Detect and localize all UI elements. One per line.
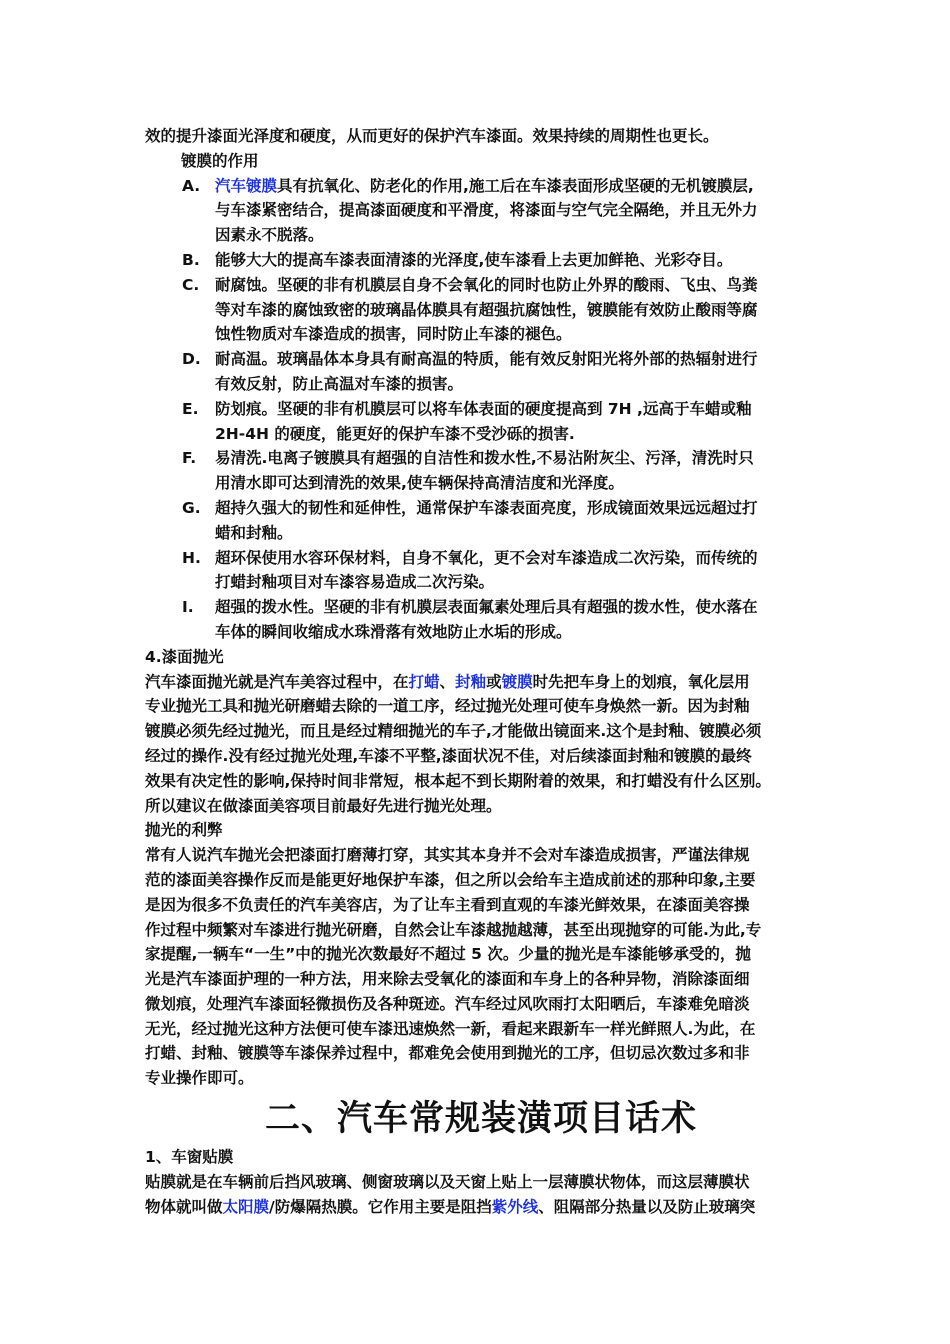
coating-item-line: 等对车漆的腐蚀致密的玻璃晶体膜具有超强抗腐蚀性，镀膜能有效防止酸雨等腐: [215, 300, 758, 319]
coating-item: [145, 273, 817, 347]
polish-line-1: 汽车漆面抛光就是汽车美容过程中，在打蜡、封釉或镀膜时先把车身上的划痕，氧化层用: [145, 672, 750, 691]
coating-item-label: G.: [182, 498, 201, 517]
coating-item-line: 2H-4H 的硬度，能更好的保护车漆不受沙砾的损害.: [215, 424, 575, 443]
coating-item: [145, 174, 817, 248]
coating-list: [145, 174, 817, 645]
coating-item-line: 蜡和封釉。: [215, 523, 293, 542]
coating-item-line: 防划痕。坚硬的非有机膜层可以将车体表面的硬度提高到 7H ,远高于车蜡或釉: [215, 399, 752, 418]
pros-cons-line: 常有人说汽车抛光会把漆面打磨薄打穿，其实其本身并不会对车漆造成损害，严谨法律规: [145, 846, 750, 865]
car-coating-link[interactable]: 汽车镀膜: [215, 176, 278, 195]
coating-item-line: 蚀性物质对车漆造成的损害，同时防止车漆的褪色。: [215, 325, 572, 344]
pros-cons-line: 光是汽车漆面护理的一种方法，用来除去受氧化的漆面和车身上的各种异物，消除漆面细: [145, 970, 750, 989]
polish-heading: 4.漆面抛光: [145, 647, 224, 666]
pros-cons-line: 专业操作即可。: [145, 1069, 254, 1088]
coating-item: [145, 595, 817, 645]
wax-link[interactable]: 打蜡: [408, 672, 440, 691]
coating-item-line: 耐高温。玻璃晶体本身具有耐高温的特质，能有效反射阳光将外部的热辐射进行: [215, 350, 758, 369]
film-heading: 1、车窗贴膜: [145, 1148, 234, 1167]
coating-item-line: 打蜡封釉项目对车漆容易造成二次污染。: [215, 573, 495, 592]
coating-item-label: H.: [182, 548, 201, 567]
pros-cons-line: 家提醒,一辆车“一生”中的抛光次数最好不超过 5 次。少量的抛光是车漆能够承受的，抛: [145, 945, 751, 964]
coating-item-line: 有效反射，防止高温对车漆的损害。: [215, 374, 464, 393]
film-line-2: 物体就叫做太阳膜/防爆隔热膜。它作用主要是阻挡紫外线、阻隔部分热量以及防止玻璃突: [145, 1197, 756, 1216]
film-line-1: 贴膜就是在车辆前后挡风玻璃、侧窗玻璃以及天窗上贴上一层薄膜状物体，而这层薄膜状: [145, 1172, 750, 1191]
coating-item-label: I.: [182, 598, 194, 617]
coating-item-line: 超环保使用水容环保材料，自身不氧化，更不会对车漆造成二次污染，而传统的: [215, 548, 758, 567]
coating-heading: 镀膜的作用: [181, 151, 259, 170]
pros-cons-line: 微划痕，处理汽车漆面轻微损伤及各种斑迹。汽车经过风吹雨打太阳晒后，车漆难免暗淡: [145, 994, 750, 1013]
coating-item: [145, 397, 817, 447]
coating-item: [145, 347, 817, 397]
coating-item-line: 因素永不脱落。: [215, 226, 324, 245]
coating-item-label: D.: [182, 350, 201, 369]
document-content: [145, 124, 817, 1219]
coating-item-line: 车体的瞬间收缩成水珠滑落有效地防止水垢的形成。: [215, 622, 572, 641]
pros-cons-line: 作过程中频繁对车漆进行抛光研磨，自然会让车漆越抛越薄，甚至出现抛穿的可能.为此,专: [145, 920, 762, 939]
coating-item-label: E.: [182, 399, 199, 418]
coating-item-label: C.: [182, 275, 200, 294]
glaze-link[interactable]: 封釉: [455, 672, 487, 691]
polish-line: 镀膜必须先经过抛光，而且是经过精细抛光的车子,才能做出镜面来.这个是封釉、镀膜必须: [145, 722, 762, 741]
pros-cons-paragraph: [145, 843, 817, 1091]
coating-item: [145, 446, 817, 496]
pros-cons-line: 范的漆面美容操作反而是能更好地保护车漆，但之所以会给车主造成前述的那种印象,主要: [145, 870, 756, 889]
coating-item-line: 能够大大的提高车漆表面清漆的光泽度,使车漆看上去更加鲜艳、光彩夺目。: [215, 250, 733, 269]
uv-link[interactable]: 紫外线: [491, 1197, 539, 1216]
intro-tail: 效的提升漆面光泽度和硬度，从而更好的保护汽车漆面。效果持续的周期性也更长。: [145, 127, 719, 145]
coating-link[interactable]: 镀膜: [501, 672, 533, 691]
coating-item: [145, 546, 817, 596]
polish-line: 经过的操作.没有经过抛光处理,车漆不平整,漆面状况不佳，对后续漆面封釉和镀膜的最终: [145, 746, 752, 765]
polish-line: 所以建议在做漆面美容项目前最好先进行抛光处理。: [145, 796, 502, 815]
section-title: 二、汽车常规装潢项目话术: [264, 1099, 697, 1140]
polish-line: 效果有决定性的影响,保持时间非常短，根本起不到长期附着的效果，和打蜡没有什么区别。: [145, 771, 771, 790]
coating-item-line: 易清洗.电离子镀膜具有超强的自洁性和拨水性,不易沾附灰尘、污泽，清洗时只: [215, 449, 754, 468]
coating-item-line: 超强的拨水性。坚硬的非有机膜层表面氟素处理后具有超强的拨水性，使水落在: [215, 598, 758, 617]
pros-cons-heading: 抛光的利弊: [145, 821, 223, 840]
coating-item: [145, 248, 817, 273]
coating-item-line: 用清水即可达到清洗的效果,使车辆保持高清洁度和光泽度。: [215, 474, 624, 493]
film-paragraph: [145, 1170, 817, 1220]
polish-line: 专业抛光工具和抛光研磨蜡去除的一道工序，经过抛光处理可使车身焕然一新。因为封釉: [145, 697, 750, 716]
polish-paragraph: [145, 670, 817, 819]
coating-item-line: 超持久强大的韧性和延伸性，通常保护车漆表面亮度，形成镜面效果远远超过打: [215, 498, 758, 517]
coating-item-label: F.: [182, 449, 197, 468]
pros-cons-line: 打蜡、封釉、镀膜等车漆保养过程中，都难免会使用到抛光的工序，但切忌次数过多和非: [145, 1044, 750, 1063]
coating-item-line: 汽车镀膜具有抗氧化、防老化的作用,施工后在车漆表面形成坚硬的无机镀膜层,: [215, 176, 754, 195]
coating-item-line: 与车漆紧密结合，提高漆面硬度和平滑度，将漆面与空气完全隔绝，并且无外力: [215, 201, 758, 220]
coating-item-label: B.: [182, 250, 200, 269]
coating-item-label: A.: [182, 176, 201, 195]
coating-item: [145, 496, 817, 546]
sun-film-link[interactable]: 太阳膜: [222, 1197, 270, 1216]
pros-cons-line: 是因为很多不负责任的汽车美容店，为了让车主看到直观的车漆光鲜效果，在漆面美容操: [145, 895, 750, 914]
pros-cons-line: 无光，经过抛光这种方法便可使车漆迅速焕然一新，看起来跟新车一样光鲜照人.为此，在: [145, 1019, 756, 1038]
coating-item-line: 耐腐蚀。坚硬的非有机膜层自身不会氧化的同时也防止外界的酸雨、飞虫、鸟粪: [215, 275, 758, 294]
